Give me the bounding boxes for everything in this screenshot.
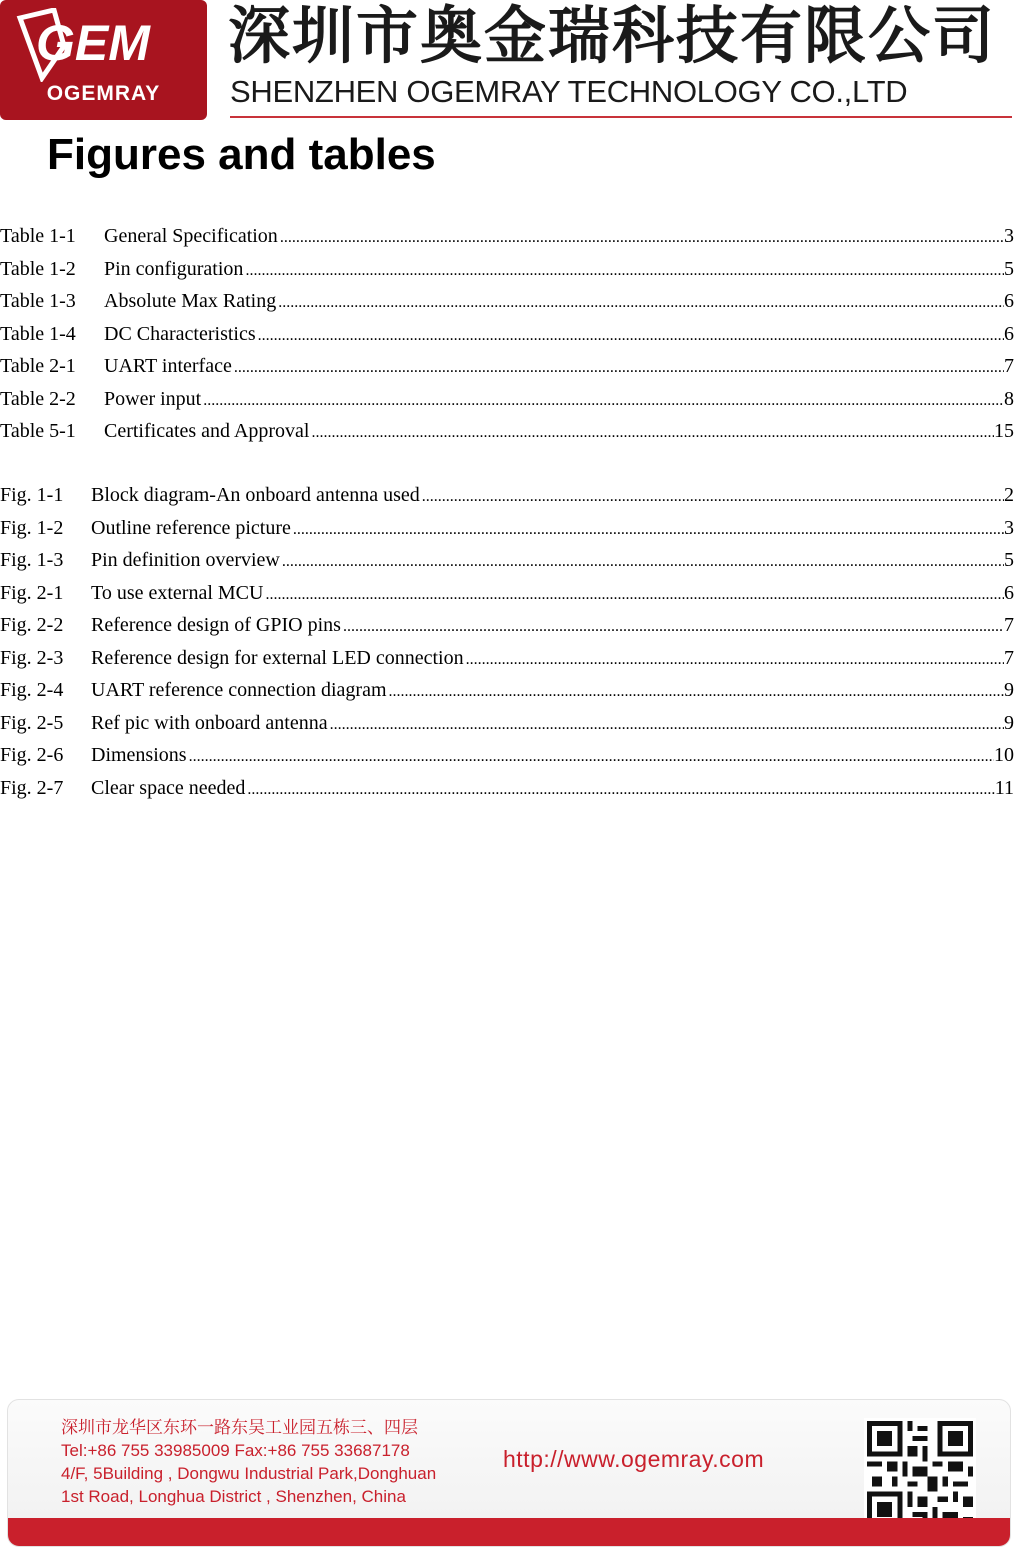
- logo-mark: GEM: [36, 15, 150, 71]
- entry-number: Table 5-1: [0, 420, 76, 442]
- address-en-line-2: 1st Road, Longhua District , Shenzhen, China: [61, 1487, 406, 1506]
- dot-leader: [291, 516, 1004, 544]
- entry-number: Fig. 2-2: [0, 614, 64, 636]
- entry-title: Block diagram-An onboard antenna used: [91, 484, 420, 506]
- entry-title: Certificates and Approval: [104, 420, 310, 442]
- address-cn: 深圳市龙华区东环一路东吴工业园五栋三、四层: [61, 1418, 418, 1437]
- entry-number: Fig. 1-1: [0, 484, 64, 506]
- entry-number: Table 1-4: [0, 322, 76, 345]
- dot-leader: [420, 483, 1004, 511]
- company-name-en: SHENZHEN OGEMRAY TECHNOLOGY CO.,LTD: [230, 74, 908, 109]
- page-footer: [7, 1399, 1011, 1547]
- dot-leader: [245, 776, 994, 804]
- entry-page: 7: [1004, 355, 1014, 377]
- entry-number: Fig. 2-4: [0, 679, 64, 701]
- toc-entry[interactable]: [0, 320, 1014, 353]
- entry-number: Fig. 2-6: [0, 744, 64, 766]
- entry-title: General Specification: [104, 225, 278, 247]
- dot-leader: [256, 322, 1004, 350]
- toc-entry[interactable]: [0, 741, 1014, 774]
- entry-page: 6: [1004, 322, 1014, 345]
- tel-fax: Tel:+86 755 33985009 Fax:+86 755 33687178: [61, 1441, 410, 1460]
- dot-leader: [328, 711, 1004, 739]
- entry-page: 9: [1004, 679, 1014, 701]
- toc-entry[interactable]: [0, 481, 1014, 514]
- entry-title: Reference design of GPIO pins: [91, 614, 341, 636]
- entry-title: To use external MCU: [91, 581, 264, 604]
- entry-title: Ref pic with onboard antenna: [91, 711, 328, 734]
- dot-leader: [464, 646, 1004, 674]
- entry-number: Fig. 2-5: [0, 711, 64, 734]
- gem-logo-icon: [14, 8, 194, 82]
- dot-leader: [232, 354, 1004, 382]
- entry-title: DC Characteristics: [104, 322, 256, 345]
- toc-entry[interactable]: [0, 514, 1014, 547]
- entry-number: Table 2-1: [0, 355, 76, 377]
- logo-name: OGEMRAY: [46, 82, 161, 105]
- list-of-tables: [0, 222, 1014, 450]
- dot-leader: [387, 678, 1004, 706]
- dot-leader: [276, 289, 1004, 317]
- address-en-line-1: 4/F, 5Building , Dongwu Industrial Park,Donghuan: [61, 1464, 437, 1483]
- entry-title: Pin definition overview: [91, 549, 280, 571]
- entry-title: Power input: [104, 387, 202, 410]
- toc-entry[interactable]: [0, 385, 1014, 418]
- list-of-figures: [0, 481, 1014, 806]
- entry-title: Pin configuration: [104, 257, 244, 280]
- dot-leader: [263, 581, 1004, 609]
- entry-number: Fig. 1-2: [0, 516, 64, 539]
- toc-entry[interactable]: [0, 611, 1014, 644]
- dot-leader: [310, 419, 995, 447]
- entry-title: UART reference connection diagram: [91, 679, 387, 701]
- entry-page: 6: [1004, 581, 1014, 604]
- website-link[interactable]: http://www.ogemray.com: [503, 1446, 765, 1472]
- footer-accent-band: [8, 1518, 1010, 1546]
- dot-leader: [187, 743, 994, 771]
- entry-page: 8: [1004, 387, 1014, 410]
- entry-title: Absolute Max Rating: [104, 290, 277, 312]
- entry-page: 5: [1004, 257, 1014, 280]
- page-title: Figures and tables: [47, 130, 436, 179]
- toc-entry[interactable]: [0, 255, 1014, 288]
- company-name-cn: 深圳市奥金瑞科技有限公司: [228, 0, 997, 72]
- entry-number: Fig. 2-1: [0, 581, 64, 604]
- entry-number: Table 1-3: [0, 290, 76, 312]
- toc-entry[interactable]: [0, 644, 1014, 677]
- toc-entry[interactable]: [0, 546, 1014, 579]
- dot-leader: [201, 387, 1004, 415]
- company-logo: [0, 0, 207, 120]
- toc-entry[interactable]: [0, 676, 1014, 709]
- entry-page: 7: [1004, 614, 1014, 636]
- entry-page: 3: [1004, 516, 1014, 539]
- toc-entry[interactable]: [0, 352, 1014, 385]
- entry-number: Table 1-1: [0, 225, 76, 247]
- toc-entry[interactable]: [0, 709, 1014, 742]
- entry-title: UART interface: [104, 355, 232, 377]
- entry-number: Fig. 2-7: [0, 776, 64, 799]
- toc-entry[interactable]: [0, 774, 1014, 807]
- toc-entry[interactable]: [0, 287, 1014, 320]
- header-divider: [230, 116, 1012, 118]
- page-header: [0, 0, 1014, 122]
- entry-page: 7: [1004, 646, 1014, 669]
- toc-entry[interactable]: [0, 579, 1014, 612]
- dot-leader: [278, 224, 1004, 252]
- entry-page: 11: [994, 776, 1014, 799]
- entry-page: 3: [1004, 225, 1014, 247]
- entry-number: Fig. 1-3: [0, 549, 64, 571]
- entry-number: Table 1-2: [0, 257, 76, 280]
- entry-page: 15: [994, 420, 1014, 442]
- entry-title: Outline reference picture: [91, 516, 291, 539]
- entry-page: 9: [1004, 711, 1014, 734]
- toc-entry[interactable]: [0, 417, 1014, 450]
- dot-leader: [280, 548, 1004, 576]
- entry-page: 5: [1004, 549, 1014, 571]
- entry-page: 6: [1004, 290, 1014, 312]
- dot-leader: [243, 257, 1004, 285]
- entry-page: 10: [994, 744, 1014, 766]
- entry-title: Clear space needed: [91, 776, 246, 799]
- footer-address: [61, 1416, 436, 1508]
- dot-leader: [341, 613, 1004, 641]
- entry-number: Fig. 2-3: [0, 646, 64, 669]
- qr-code-icon: [864, 1418, 976, 1530]
- toc-entry[interactable]: [0, 222, 1014, 255]
- entry-title: Dimensions: [91, 744, 187, 766]
- entry-number: Table 2-2: [0, 387, 76, 410]
- entry-page: 2: [1004, 484, 1014, 506]
- entry-title: Reference design for external LED connection: [91, 646, 464, 669]
